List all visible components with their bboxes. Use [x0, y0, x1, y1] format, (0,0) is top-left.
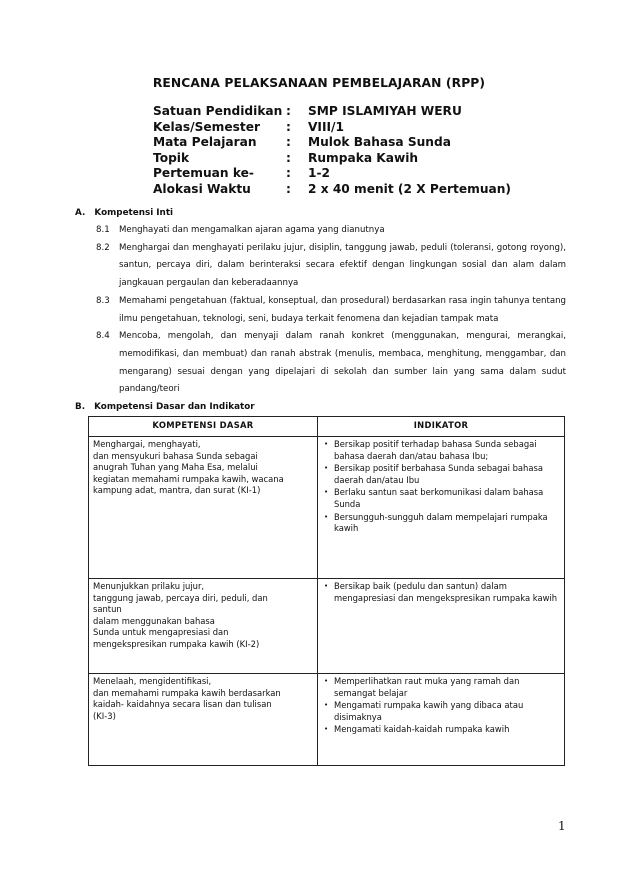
identity-value: Rumpaka Kawih [308, 150, 419, 165]
identity-value: VIII/1 [308, 119, 344, 134]
identity-label: Pertemuan ke- [153, 166, 254, 180]
table-header-row [89, 417, 565, 437]
kompetensi-inti-list [96, 222, 566, 399]
ki-text: Menghargai dan menghayati perilaku jujur, disiplin, tanggung jawab, peduli (toleransi, gotong royong), santun, percaya diri, dalam berinteraksi secara efektif dengan lingkungan sosial dan alam dalam jangkauan pergaulan dan keberadaannya [119, 242, 566, 289]
kd-line: kampung adat, mantra, dan surat (KI-1) [93, 485, 261, 496]
identity-label: Satuan Pendidikan [153, 104, 283, 118]
kd-line: dan memahami rumpaka kawih berdasarkan [93, 687, 281, 698]
kd-line: Menghargai, menghayati, [93, 439, 201, 449]
identity-colon: : [286, 181, 291, 196]
indikator-cell [318, 437, 565, 579]
identity-value: Mulok Bahasa Sunda [308, 135, 451, 149]
indikator-item: • Bersungguh-sungguh dalam mempelajari rumpaka kawih [322, 512, 560, 535]
ki-number: 8.2 [96, 242, 110, 253]
section-a-heading [75, 208, 173, 218]
kd-line: Menunjukkan prilaku jujur, [93, 581, 205, 591]
indikator-item: • Bersikap positif terhadap bahasa Sunda sebagai bahasa daerah dan/atau bahasa Ibu; [322, 439, 560, 462]
kd-line: kaidah- kaidahnya secara lisan dan tulisan [93, 699, 272, 710]
table-row [89, 579, 565, 674]
ki-number: 8.4 [96, 331, 110, 342]
indikator-item: • Mengamati kaidah-kaidah rumpaka kawih [322, 724, 560, 736]
section-a-title: Kompetensi Inti [94, 208, 174, 218]
ki-number: 8.1 [96, 225, 110, 235]
section-b-heading [75, 402, 255, 412]
ki-text: Menghayati dan mengamalkan ajaran agama yang dianutnya [119, 225, 385, 235]
identity-label: Alokasi Waktu [153, 181, 251, 196]
indikator-cell [318, 674, 565, 766]
kd-line: dan mensyukuri bahasa Sunda sebagai [93, 450, 258, 461]
kd-line: tanggung jawab, percaya diri, peduli, dan [93, 592, 268, 603]
identity-colon: : [286, 166, 291, 180]
indikator-item: • Bersikap positif berbahasa Sunda sebagai bahasa daerah dan/atau Ibu [322, 463, 560, 486]
identity-value: 1-2 [308, 166, 331, 180]
identity-label: Topik [153, 150, 190, 165]
section-b-title: Kompetensi Dasar dan Indikator [94, 402, 255, 412]
kd-line: kegiatan memahami rumpaka kawih, wacana [93, 473, 284, 484]
kd-line: dalam menggunakan bahasa [93, 615, 215, 626]
header-indikator: INDIKATOR [318, 417, 565, 437]
indikator-cell [318, 579, 565, 674]
identity-colon: : [286, 150, 291, 165]
page-number: 1 [558, 819, 566, 833]
identity-label: Mata Pelajaran [153, 135, 257, 149]
kd-line: Sunda untuk mengapresiasi dan [93, 627, 229, 638]
kd-line: Menelaah, mengidentifikasi, [93, 676, 212, 686]
ki-text: Memahami pengetahuan (faktual, konseptual, dan prosedural) berdasarkan rasa ingin tahunya tentang ilmu pengetahuan, teknologi, seni, budaya terkait fenomena dan kejadian tampak mata [119, 295, 566, 324]
identity-colon: : [286, 104, 291, 118]
kd-line: santun [93, 604, 122, 615]
indikator-list [322, 676, 560, 736]
ki-number: 8.3 [96, 295, 110, 306]
identity-row [153, 151, 511, 167]
indikator-item: • Memperlihatkan raut muka yang ramah dan semangat belajar [322, 676, 560, 699]
kd-line: mengekspresikan rumpaka kawih (KI-2) [93, 638, 260, 649]
identity-value: SMP ISLAMIYAH WERU [308, 104, 462, 118]
header-kompetensi-dasar: KOMPETENSI DASAR [89, 417, 318, 437]
ki-text: Mencoba, mengolah, dan menyaji dalam ranah konkret (menggunakan, mengurai, merangkai, memodifikasi, dan membuat) dan ranah abstrak (menulis, membaca, menghitung, menggambar, dan mengarang) sesuai dengan yang dipelajari di sekolah dan sumber lain yang sama dalam sudut pandang/teori [119, 331, 566, 395]
identity-colon: : [286, 119, 291, 134]
section-a-letter: A. [75, 208, 86, 218]
identity-block [153, 104, 511, 197]
kompetensi-dasar-cell [89, 674, 318, 766]
indikator-item: • Bersikap baik (pedulu dan santun) dalam mengapresiasi dan mengekspresikan rumpaka kawih [322, 581, 560, 604]
kompetensi-dasar-cell [89, 579, 318, 674]
identity-row [153, 182, 511, 198]
indikator-list [322, 439, 560, 535]
indikator-list [322, 581, 560, 604]
identity-value: 2 x 40 menit (2 X Pertemuan) [308, 181, 511, 196]
indikator-item: • Mengamati rumpaka kawih yang dibaca atau disimaknya [322, 700, 560, 723]
identity-colon: : [286, 135, 291, 149]
indikator-item: • Berlaku santun saat berkomunikasi dalam bahasa Sunda [322, 487, 560, 510]
kd-line: (KI-3) [93, 710, 116, 721]
ki-item [96, 240, 566, 293]
identity-row [153, 120, 511, 136]
section-b-letter: B. [75, 402, 86, 412]
table-row [89, 437, 565, 579]
kd-line: anugrah Tuhan yang Maha Esa, melalui [93, 462, 258, 473]
identity-row [153, 104, 511, 120]
ki-item [96, 328, 566, 399]
ki-item [96, 222, 566, 240]
identity-label: Kelas/Semester [153, 119, 260, 134]
table-row [89, 674, 565, 766]
identity-row [153, 135, 511, 151]
ki-item [96, 293, 566, 328]
document-title: RENCANA PELAKSANAAN PEMBELAJARAN (RPP) [152, 76, 486, 90]
kompetensi-dasar-cell [89, 437, 318, 579]
identity-row [153, 166, 511, 182]
kd-indikator-table [88, 416, 565, 766]
